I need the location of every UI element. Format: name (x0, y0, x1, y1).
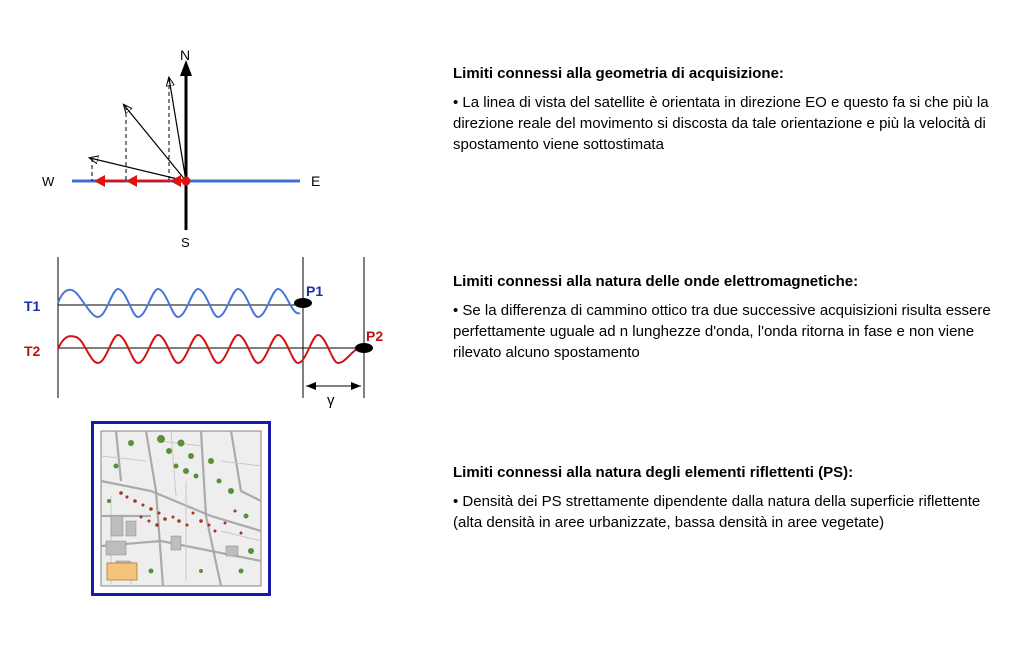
section-reflectors-heading: Limiti connessi alla natura degli elementi riflettenti (PS): (453, 464, 854, 481)
map-legend-box (107, 563, 137, 580)
east-label: E (311, 173, 321, 189)
motion-vector-3 (90, 158, 186, 181)
p1-label: P1 (306, 283, 324, 299)
ps-density-map (91, 421, 271, 596)
wave-diagram (20, 253, 400, 413)
motion-vector-1 (169, 78, 186, 181)
p2-label: P2 (366, 328, 384, 344)
section-waves (453, 272, 993, 363)
section-geometry-heading: Limiti connessi alla geometria di acquisizione: (453, 65, 784, 82)
compass-diagram (30, 40, 330, 255)
section-waves-heading: Limiti connessi alla natura delle onde elettromagnetiche: (453, 273, 859, 290)
gamma-label: γ (327, 392, 335, 409)
point-p2 (355, 343, 373, 353)
north-label: N (180, 47, 191, 63)
section-reflectors (453, 463, 993, 533)
section-reflectors-text: • Densità dei PS strettamente dipendente dalla natura della superficie riflettente (alta densità in aree urbanizzate, bassa densità in aree vegetate) (453, 493, 981, 531)
point-p1 (294, 298, 312, 308)
t1-label: T1 (24, 298, 41, 314)
motion-vector-2 (124, 105, 186, 181)
south-label: S (181, 235, 190, 250)
section-geometry (453, 64, 993, 155)
wave-t1 (58, 289, 300, 317)
west-label: W (42, 174, 55, 189)
origin-point (182, 177, 191, 186)
t2-label: T2 (24, 343, 41, 359)
section-geometry-text: • La linea di vista del satellite è orientata in direzione EO e questo fa si che più la direzione reale del movimento si discosta da tale orientazione e più la velocità di spostamento viene sottostimata (453, 94, 989, 153)
section-waves-text: • Se la differenza di cammino ottico tra due successive acquisizioni risulta essere perfettamente uguale ad n lunghezze d'onda, l'onda ritorna in fase e non viene rilevato alcuno spostamento (453, 302, 991, 361)
wave-t2 (58, 335, 362, 363)
